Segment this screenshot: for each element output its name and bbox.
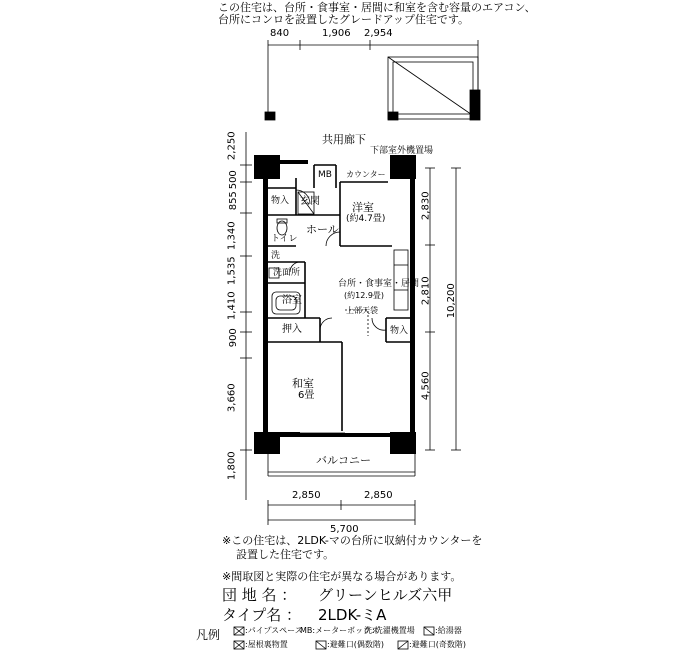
legend-meter-box: MB:メーターボックス [300, 626, 380, 635]
label-hall: ホール [306, 223, 339, 236]
label-storage-entry: 物入 [271, 196, 290, 206]
label-balcony: バルコニー [316, 454, 371, 467]
type-label: タイプ名 ： [222, 606, 302, 624]
dim-bottom-1: 2,850 [292, 490, 321, 501]
label-outdoor-unit: 下部室外機置場 [370, 146, 434, 156]
note-counter-line2: 設置した住宅です。 [236, 548, 335, 561]
top-note-line2: 台所にコンロを設置したグレードアップ住宅です。 [218, 13, 470, 26]
dim-bottom-total: 5,700 [330, 524, 359, 535]
dim-left-3: 855 [227, 191, 239, 211]
legend-title: 凡例 [196, 628, 221, 642]
top-note-line1: この住宅は、台所・食事室・居間に和室を含む容量のエアコン、 [218, 1, 536, 14]
label-entrance: 玄関 [300, 196, 320, 207]
label-western-room: 洋室 [352, 201, 374, 214]
legend-water-heater: :給湯器 [435, 626, 462, 635]
dim-right-1: 2,830 [420, 191, 432, 221]
label-oshiire: 押入 [282, 324, 302, 335]
dim-left-6: 1,410 [226, 291, 238, 321]
dim-left-8: 3,660 [226, 383, 238, 413]
dim-left-7: 900 [227, 328, 239, 348]
legend-escape-odd: :避難口(奇数階) [409, 640, 466, 649]
label-counter: カウンター [346, 170, 386, 179]
dim-top-3: 2,954 [364, 28, 393, 39]
type-name: 2LDK-ミA [318, 606, 387, 624]
label-washer: 洗 [271, 251, 281, 261]
legend-attic-storage: :屋根裏物置 [245, 640, 288, 649]
label-bathroom: 浴室 [282, 295, 302, 306]
label-japanese-size: 6畳 [298, 390, 315, 401]
label-japanese-room: 和室 [292, 377, 314, 390]
dim-top-1: 840 [270, 28, 290, 39]
label-washroom: 洗面所 [273, 268, 301, 278]
label-toilet: トイレ [271, 234, 298, 244]
dim-right-3: 4,560 [420, 371, 432, 401]
label-ceiling-storage: 上部天袋 [346, 306, 378, 315]
dim-left-1: 2,250 [226, 131, 238, 161]
legend-pipe-space: :パイプスペース [245, 626, 303, 635]
label-corridor: 共用廊下 [322, 133, 366, 146]
note-disclaimer: ※間取図と実際の住宅が異なる場合があります。 [222, 570, 462, 583]
legend-escape-even: :避難口(偶数階) [327, 640, 384, 649]
dim-left-9: 1,800 [226, 451, 238, 481]
complex-name: グリーンヒルズ六甲 [318, 586, 453, 604]
dim-right-total: 10,200 [445, 283, 457, 319]
complex-label: 団 地 名 ： [222, 586, 297, 604]
label-ldk-size: (約12.9畳) [344, 291, 385, 300]
label-storage-ldk: 物入 [390, 326, 409, 336]
dim-left-4: 1,340 [226, 221, 238, 251]
dim-left-5: 1,535 [226, 256, 238, 286]
note-counter-line1: ※この住宅は、2LDK-マの台所に収納付カウンターを [222, 534, 483, 547]
legend-washer: 洗:洗濯機置場 [364, 626, 415, 635]
label-ldk: 台所・食事室・居間 [338, 279, 420, 289]
label-western-size: (約4.7畳) [346, 214, 386, 224]
dim-bottom-2: 2,850 [364, 490, 393, 501]
label-mb: MB [318, 170, 332, 180]
dim-right-2: 2,810 [420, 276, 432, 306]
dim-left-2: 500 [227, 170, 239, 190]
dim-top-2: 1,906 [322, 28, 351, 39]
